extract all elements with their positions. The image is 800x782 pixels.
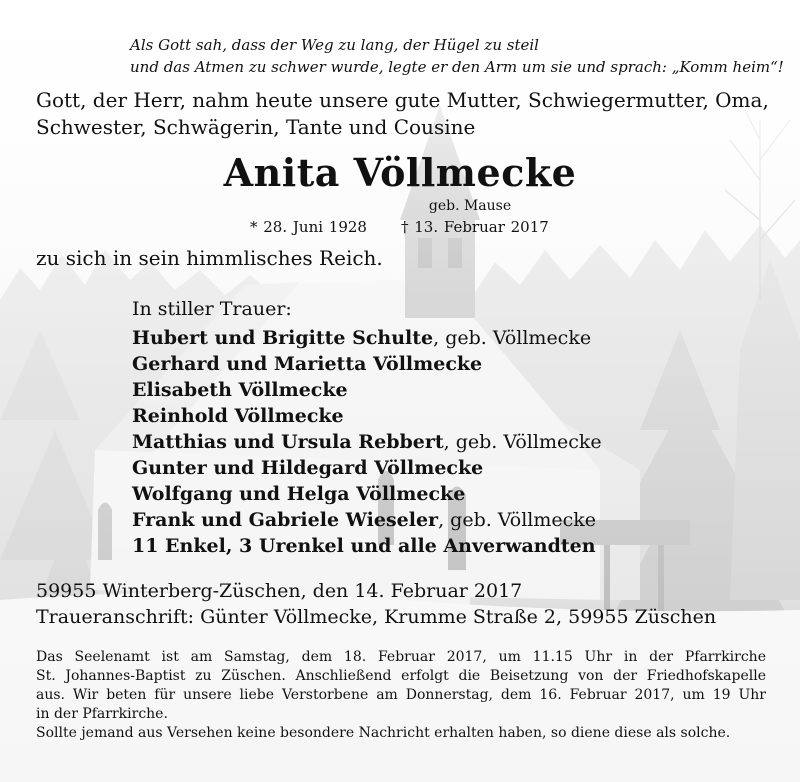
intro-text [36, 87, 769, 141]
mourner-suffix: , geb. Völlmecke [438, 509, 597, 531]
mourner-name: Frank und Gabriele Wieseler [132, 509, 439, 531]
mourner-row [132, 429, 602, 455]
notice-line-2: St. Johannes-Baptist zu Züschen. Anschließend erfolgt die Beisetzung von der Friedhofskapelle [36, 668, 766, 684]
mourner-name: Matthias und Ursula Rebbert [132, 431, 444, 453]
mourners-list [132, 296, 602, 559]
life-dates [250, 218, 549, 236]
birth-date: * 28. Juni 1928 [250, 218, 367, 236]
place-and-address [36, 578, 716, 630]
mourner-name: Wolfgang und Helga Völlmecke [132, 483, 466, 505]
motto-quote [130, 34, 784, 78]
mourner-name: Gunter und Hildegard Völlmecke [132, 457, 484, 479]
mourner-row [132, 481, 602, 507]
deceased-name: Anita Völlmecke [223, 150, 577, 195]
mourner-suffix: , geb. Völlmecke [433, 327, 592, 349]
closing-intro: zu sich in sein himmlisches Reich. [36, 246, 383, 270]
notice-line-3: aus. Wir beten für unsere liebe Verstorbene am Donnerstag, dem 16. Februar 2017, um 19 Uhr [36, 687, 766, 703]
mourner-name: Elisabeth Völlmecke [132, 379, 348, 401]
mourner-name: Reinhold Völlmecke [132, 405, 344, 427]
mourner-name: Gerhard und Marietta Völlmecke [132, 353, 483, 375]
mourner-row [132, 533, 602, 559]
mourner-name: 11 Enkel, 3 Urenkel und alle Anverwandten [132, 535, 596, 557]
mourner-row [132, 455, 602, 481]
place-date-line: 59955 Winterberg-Züschen, den 14. Februar 2017 [36, 580, 523, 602]
notice-line-1: Das Seelenamt ist am Samstag, dem 18. Februar 2017, um 11.15 Uhr in der Pfarrkirche [36, 649, 766, 665]
motto-line-2: und das Atmen zu schwer wurde, legte er den Arm um sie und sprach: „Komm heim“! [130, 58, 784, 76]
death-date: † 13. Februar 2017 [400, 218, 549, 236]
mourner-row [132, 377, 602, 403]
mourner-row [132, 351, 602, 377]
service-notice [36, 648, 766, 743]
intro-line-2: Schwester, Schwägerin, Tante und Cousine [36, 115, 476, 139]
notice-line-5: Sollte jemand aus Versehen keine besondere Nachricht erhalten haben, so diene diese als solche. [36, 725, 731, 741]
mourner-name: Hubert und Brigitte Schulte [132, 327, 434, 349]
mourner-row [132, 403, 602, 429]
maiden-name: geb. Mause [428, 198, 512, 214]
intro-line-1: Gott, der Herr, nahm heute unsere gute Mutter, Schwiegermutter, Oma, [36, 88, 769, 112]
mourning-address-line: Traueranschrift: Günter Völlmecke, Krumme Straße 2, 59955 Züschen [36, 606, 717, 628]
mourners-heading: In stiller Trauer: [132, 298, 292, 320]
notice-line-4: in der Pfarrkirche. [36, 706, 168, 722]
mourner-row [132, 507, 602, 533]
motto-line-1: Als Gott sah, dass der Weg zu lang, der Hügel zu steil [130, 36, 539, 54]
mourner-suffix: , geb. Völlmecke [443, 431, 602, 453]
mourner-row [132, 325, 602, 351]
